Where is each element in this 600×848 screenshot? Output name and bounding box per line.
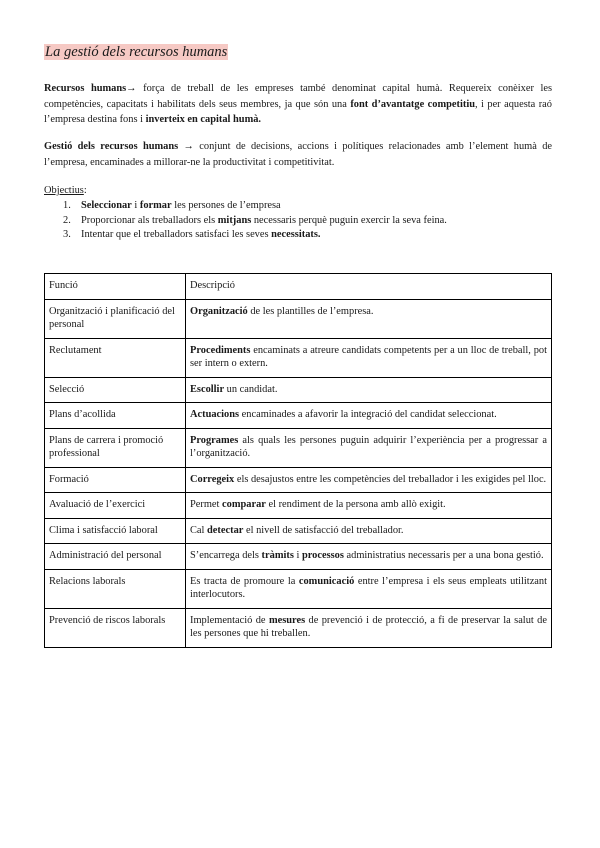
text-run: formar [139,200,172,211]
header-descripcio: Descripció [186,274,552,300]
objective-number: 1. [63,200,71,211]
objective-number: 3. [63,229,71,240]
objectives-colon: : [83,185,87,196]
text-run: Procediments [190,344,251,356]
cell-funcio: Administració del personal [45,544,186,570]
objectives-list [63,199,447,243]
text-run: conjunt de decisions, accions i polítiques relacionades amb l’element humà de l’empresa, encaminades a millorar-ne la productivitat i competitivitat. [44,141,552,168]
objective-number: 2. [63,214,71,226]
text-run: Es tracta de promoure la [190,575,299,587]
text-run: entre l’empresa i els seus empleats utilitzant interlocutors. [190,575,547,600]
text-run: Gestió dels recursos humans → [44,141,194,152]
cell-descripcio [186,518,552,544]
cell-funcio: Avaluació de l’exercici [45,493,186,519]
table-row [45,493,552,519]
text-run: de prevenció i de protecció, a fi de preservar la salut de les persones que hi treballen. [190,614,547,639]
table-row [45,544,552,570]
text-run: administratius necessaris per a una bona gestió. [343,550,544,561]
objective-text [81,214,447,229]
cell-descripcio [186,403,552,429]
page-title-text: La gestió dels recursos humans [45,44,228,60]
text-run: Permet [190,499,223,510]
table-row [45,299,552,338]
table-row [45,569,552,608]
objective-item [63,214,447,229]
text-run: el nivell de satisfacció del treballador. [243,524,404,536]
intro-paragraph-gestio [44,139,552,170]
cell-descripcio [186,608,552,647]
cell-descripcio [186,338,552,377]
text-run: i [131,200,140,211]
text-run: Recursos humans→ [44,83,137,94]
table-row [45,467,552,493]
text-run: Escollir [190,383,225,395]
objective-text [81,228,321,243]
text-run: mesures [268,614,306,626]
text-run: comparar [222,499,266,510]
cell-funcio: Formació [45,467,186,493]
header-funcio: Funció [45,274,186,300]
text-run: Implementació de [190,614,269,626]
text-run: Intentar que el treballadors satisfaci les seves [81,229,272,240]
table-row [45,377,552,403]
text-run: Proporcionar als treballadors els [81,214,218,226]
cell-funcio: Organització i planificació del personal [45,299,186,338]
text-run: comunicació [298,575,355,587]
text-run: tràmits [261,550,294,561]
table-row [45,403,552,429]
text-run: de les plantilles de l’empresa. [247,305,374,317]
objective-item [63,228,447,243]
text-run: força de treball de les empreses també denominat capital humà. Requereix conèixer les competències, capacitats i habilitats dels seus membres, ja que són una [44,83,552,110]
table-row [45,518,552,544]
text-run: , i per aquesta raó l’empresa destina fons i [44,98,552,125]
text-run: el rendiment de la persona amb allò exigit. [265,499,446,510]
cell-descripcio [186,467,552,493]
cell-funcio: Selecció [45,377,186,403]
cell-descripcio [186,544,552,570]
text-run: les persones de l’empresa [171,200,281,211]
table-row [45,608,552,647]
objectives-label: Objectius [44,185,84,196]
intro-paragraph-recursos-humans [44,81,552,128]
text-run: necessitats. [271,229,321,240]
text-run: Organització [190,305,248,317]
text-run: i [293,550,302,561]
cell-funcio: Relacions laborals [45,569,186,608]
text-run: Corregeix [190,473,235,485]
text-run: Cal [190,524,208,536]
text-run: mitjans [217,214,252,226]
table-header-row [45,274,552,300]
cell-funcio: Plans d’acollida [45,403,186,429]
hr-functions-table [44,273,552,648]
table-row [45,428,552,467]
text-run: necessaris perquè puguin exercir la seva feina. [251,214,447,226]
table-row [45,338,552,377]
cell-funcio: Prevenció de riscos laborals [45,608,186,647]
objective-text [81,199,281,214]
text-run: als quals les persones puguin adquirir l’experiència per a progressar a l’organització. [190,434,547,459]
page-title [44,44,228,61]
text-run: S’encarrega dels [190,550,262,561]
text-run: processos [301,550,344,561]
table-body [45,299,552,647]
text-run: Programes [190,434,239,446]
text-run: encaminades a afavorir la integració del candidat seleccionat. [239,409,497,420]
objectives-heading [44,184,87,198]
cell-descripcio [186,493,552,519]
cell-descripcio [186,428,552,467]
cell-descripcio [186,569,552,608]
text-run: inverteix en capital humà. [145,114,262,125]
cell-descripcio [186,377,552,403]
cell-descripcio [186,299,552,338]
text-run: encaminats a atreure candidats competents per a un lloc de treball, pot ser intern o extern. [190,344,547,369]
cell-funcio: Clima i satisfacció laboral [45,518,186,544]
text-run: un candidat. [224,383,278,395]
text-run: Seleccionar [81,200,132,211]
text-run: els desajustos entre les competències del treballador i les exigides pel lloc. [234,473,547,485]
objective-item [63,199,447,214]
cell-funcio: Plans de carrera i promoció professional [45,428,186,467]
text-run: Actuacions [190,409,240,420]
text-run: detectar [207,524,244,536]
cell-funcio: Reclutament [45,338,186,377]
text-run: font d’avantatge competitiu [350,98,475,110]
